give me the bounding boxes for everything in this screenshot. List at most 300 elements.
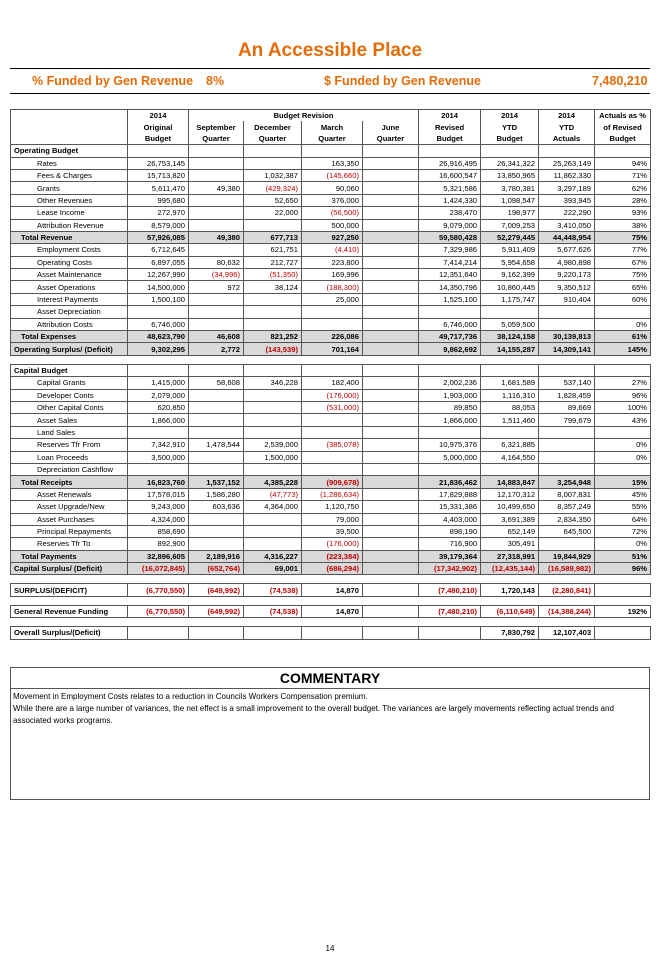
row-label: Other Revenues <box>11 194 128 206</box>
table-cell: 2,772 <box>189 343 244 355</box>
table-cell <box>189 426 244 438</box>
table-cell <box>595 364 651 376</box>
table-row <box>11 414 651 426</box>
table-cell: 182,400 <box>302 377 363 389</box>
row-label: Total Revenue <box>11 231 128 243</box>
header-cell: Budget <box>419 133 481 145</box>
table-cell: 6,746,000 <box>128 318 189 330</box>
table-row <box>11 538 651 550</box>
table-cell: 43% <box>595 414 651 426</box>
table-cell: 2,002,236 <box>419 377 481 389</box>
table-cell: 2,539,000 <box>244 439 302 451</box>
table-cell: 4,403,000 <box>419 513 481 525</box>
table-cell: 71% <box>595 169 651 181</box>
row-label: Asset Operations <box>11 281 128 293</box>
table-cell: 48,623,790 <box>128 331 189 343</box>
header-cell: Quarter <box>363 133 419 145</box>
table-cell: 79,000 <box>302 513 363 525</box>
table-cell <box>244 364 302 376</box>
table-cell <box>363 563 419 575</box>
row-label: Reserves Tfr To <box>11 538 128 550</box>
table-cell <box>128 364 189 376</box>
table-cell: 8,579,000 <box>128 219 189 231</box>
table-cell: 1,525,100 <box>419 293 481 305</box>
table-cell: (1,286,634) <box>302 488 363 500</box>
table-cell: 88,053 <box>481 401 539 413</box>
table-cell: 1,586,280 <box>189 488 244 500</box>
table-cell: 223,800 <box>302 256 363 268</box>
table-cell <box>189 194 244 206</box>
table-cell: 65% <box>595 281 651 293</box>
spacer-row <box>11 355 651 364</box>
table-cell <box>539 538 595 550</box>
header-cell: of Revised <box>595 121 651 132</box>
table-cell: 55% <box>595 501 651 513</box>
table-cell <box>539 451 595 463</box>
table-row <box>11 169 651 181</box>
table-cell: 16,823,760 <box>128 476 189 488</box>
table-cell: 226,086 <box>302 331 363 343</box>
table-cell: 5,059,500 <box>481 318 539 330</box>
table-cell: (385,078) <box>302 439 363 451</box>
table-cell: 27% <box>595 377 651 389</box>
table-cell: (223,384) <box>302 550 363 562</box>
table-cell <box>363 331 419 343</box>
table-cell: 376,000 <box>302 194 363 206</box>
table-row <box>11 207 651 219</box>
table-cell <box>363 451 419 463</box>
table-cell: 80,632 <box>189 256 244 268</box>
table-cell: 7,342,910 <box>128 439 189 451</box>
table-cell <box>481 364 539 376</box>
table-cell <box>363 389 419 401</box>
table-cell <box>595 584 651 596</box>
table-cell: 52,279,445 <box>481 231 539 243</box>
header-cell <box>11 133 128 145</box>
table-cell: 5,677,626 <box>539 244 595 256</box>
table-cell: 59,580,428 <box>419 231 481 243</box>
table-cell <box>302 463 363 475</box>
table-cell: 212,727 <box>244 256 302 268</box>
table-cell: 9,220,173 <box>539 269 595 281</box>
table-cell: 1,681,589 <box>481 377 539 389</box>
table-cell: 305,491 <box>481 538 539 550</box>
row-label: Capital Grants <box>11 377 128 389</box>
row-label: Reserves Tfr From <box>11 439 128 451</box>
table-cell <box>363 377 419 389</box>
row-label: Asset Purchases <box>11 513 128 525</box>
page-title: An Accessible Place <box>237 40 423 61</box>
table-cell: 10,975,376 <box>419 439 481 451</box>
table-cell: 9,862,692 <box>419 343 481 355</box>
table-cell: 3,297,189 <box>539 182 595 194</box>
table-cell: 93% <box>595 207 651 219</box>
table-cell: 1,032,387 <box>244 169 302 181</box>
section-heading: Operating Budget <box>11 145 128 157</box>
table-cell <box>189 157 244 169</box>
table-cell: 45% <box>595 488 651 500</box>
header-cell: 2014 <box>419 110 481 122</box>
table-cell <box>363 538 419 550</box>
table-cell <box>539 145 595 157</box>
table-cell <box>244 401 302 413</box>
row-label: Grants <box>11 182 128 194</box>
row-label: Total Receipts <box>11 476 128 488</box>
table-cell: 2,189,916 <box>189 550 244 562</box>
table-cell: 12,170,312 <box>481 488 539 500</box>
commentary-body <box>11 689 649 729</box>
table-cell: (14,388,244) <box>539 605 595 617</box>
row-label: Employment Costs <box>11 244 128 256</box>
table-cell: 94% <box>595 157 651 169</box>
table-cell: 995,680 <box>128 194 189 206</box>
table-cell: 4,980,898 <box>539 256 595 268</box>
row-label: Depreciation Cashflow <box>11 463 128 475</box>
table-cell: 15,713,820 <box>128 169 189 181</box>
table-cell <box>539 306 595 318</box>
table-cell <box>189 401 244 413</box>
table-cell: 22,000 <box>244 207 302 219</box>
table-cell <box>363 513 419 525</box>
row-label: Asset Upgrade/New <box>11 501 128 513</box>
table-cell <box>363 364 419 376</box>
table-cell: 346,228 <box>244 377 302 389</box>
table-cell: 799,679 <box>539 414 595 426</box>
table-cell: 4,316,227 <box>244 550 302 562</box>
table-cell: 716,900 <box>419 538 481 550</box>
table-cell: 38,124,158 <box>481 331 539 343</box>
header-budget-revision: Budget Revision <box>189 110 419 122</box>
table-cell: (145,660) <box>302 169 363 181</box>
table-row <box>11 244 651 256</box>
table-cell: 8,357,249 <box>539 501 595 513</box>
table-cell <box>363 169 419 181</box>
table-cell: 38,124 <box>244 281 302 293</box>
table-cell: 222,290 <box>539 207 595 219</box>
table-cell <box>302 627 363 639</box>
table-cell <box>363 550 419 562</box>
table-cell <box>363 182 419 194</box>
table-cell <box>244 463 302 475</box>
table-cell: 11,862,330 <box>539 169 595 181</box>
row-label: Operating Costs <box>11 256 128 268</box>
table-cell <box>363 207 419 219</box>
table-cell: 3,254,948 <box>539 476 595 488</box>
table-cell: 67% <box>595 256 651 268</box>
header-cell: 2014 <box>539 110 595 122</box>
table-row <box>11 219 651 231</box>
table-cell: (16,072,845) <box>128 563 189 575</box>
table-cell: 7,009,253 <box>481 219 539 231</box>
table-cell: 15,331,386 <box>419 501 481 513</box>
table-cell <box>128 145 189 157</box>
page-number: 14 <box>325 944 335 953</box>
table-cell: 163,350 <box>302 157 363 169</box>
table-cell: 17,829,888 <box>419 488 481 500</box>
table-cell <box>481 145 539 157</box>
table-cell <box>189 207 244 219</box>
header-cell: 2014 <box>128 110 189 122</box>
table-cell: 500,000 <box>302 219 363 231</box>
table-cell <box>419 145 481 157</box>
row-label: Asset Maintenance <box>11 269 128 281</box>
table-cell <box>244 389 302 401</box>
table-row <box>11 306 651 318</box>
table-cell: 15% <box>595 476 651 488</box>
table-row <box>11 488 651 500</box>
table-cell <box>189 169 244 181</box>
table-cell: 169,996 <box>302 269 363 281</box>
table-cell <box>363 476 419 488</box>
table-cell: 621,751 <box>244 244 302 256</box>
table-cell: (47,773) <box>244 488 302 500</box>
table-cell <box>244 627 302 639</box>
table-cell <box>363 281 419 293</box>
pct-funded-value: 8% <box>206 74 225 88</box>
table-cell: 1,828,459 <box>539 389 595 401</box>
table-cell: 1,478,544 <box>189 439 244 451</box>
table-cell: (34,996) <box>189 269 244 281</box>
table-cell: 1,903,000 <box>419 389 481 401</box>
table-cell <box>419 306 481 318</box>
row-label: Asset Renewals <box>11 488 128 500</box>
commentary-box <box>10 667 650 800</box>
table-cell <box>189 451 244 463</box>
table-cell: (7,480,210) <box>419 605 481 617</box>
table-cell: 77% <box>595 244 651 256</box>
table-cell: 58,608 <box>189 377 244 389</box>
table-cell: 7,414,214 <box>419 256 481 268</box>
commentary-title: COMMENTARY <box>11 668 649 689</box>
table-cell: (6,770,550) <box>128 584 189 596</box>
table-cell: 49,717,736 <box>419 331 481 343</box>
table-cell: (74,538) <box>244 584 302 596</box>
amt-funded-label: $ Funded by Gen Revenue <box>324 74 481 88</box>
row-label: Total Payments <box>11 550 128 562</box>
table-cell <box>419 463 481 475</box>
section-heading: Capital Budget <box>11 364 128 376</box>
table-row <box>11 343 651 355</box>
table-cell: 90,060 <box>302 182 363 194</box>
header-cell: Actuals <box>539 133 595 145</box>
funding-summary <box>10 70 650 92</box>
table-cell <box>302 364 363 376</box>
header-cell: Original <box>128 121 189 132</box>
header-cell: September <box>189 121 244 132</box>
table-cell: 192% <box>595 605 651 617</box>
row-label: Attribution Revenue <box>11 219 128 231</box>
table-cell: (909,678) <box>302 476 363 488</box>
header-cell: 2014 <box>481 110 539 122</box>
table-cell <box>128 627 189 639</box>
row-label: Loan Proceeds <box>11 451 128 463</box>
table-cell: 1,500,000 <box>244 451 302 463</box>
table-cell <box>419 426 481 438</box>
table-cell <box>189 219 244 231</box>
table-cell: 3,410,050 <box>539 219 595 231</box>
table-cell: 75% <box>595 231 651 243</box>
table-cell: 10,860,445 <box>481 281 539 293</box>
header-cell: Budget <box>481 133 539 145</box>
divider <box>10 93 650 94</box>
table-cell: 4,385,228 <box>244 476 302 488</box>
table-cell <box>595 426 651 438</box>
table-cell: 16,600,547 <box>419 169 481 181</box>
table-cell: 52,650 <box>244 194 302 206</box>
table-cell: 5,954,658 <box>481 256 539 268</box>
table-cell <box>244 513 302 525</box>
table-cell <box>363 343 419 355</box>
table-cell <box>363 145 419 157</box>
table-cell: 62% <box>595 182 651 194</box>
section-heading-row <box>11 364 651 376</box>
table-cell: 12,107,403 <box>539 627 595 639</box>
table-cell <box>244 145 302 157</box>
table-cell: 9,079,000 <box>419 219 481 231</box>
table-row <box>11 182 651 194</box>
row-label: Total Expenses <box>11 331 128 343</box>
table-cell: 6,897,055 <box>128 256 189 268</box>
table-cell: 892,900 <box>128 538 189 550</box>
table-cell: 537,140 <box>539 377 595 389</box>
table-cell: (12,435,144) <box>481 563 539 575</box>
table-cell <box>481 426 539 438</box>
table-cell: 3,500,000 <box>128 451 189 463</box>
table-cell <box>302 318 363 330</box>
table-cell <box>189 293 244 305</box>
table-cell <box>244 293 302 305</box>
table-cell: 0% <box>595 439 651 451</box>
table-cell: 9,302,295 <box>128 343 189 355</box>
table-row <box>11 476 651 488</box>
table-cell: 393,945 <box>539 194 595 206</box>
table-cell: 14,155,287 <box>481 343 539 355</box>
table-cell: 2,834,350 <box>539 513 595 525</box>
table-row <box>11 525 651 537</box>
table-cell: (2,280,841) <box>539 584 595 596</box>
table-cell <box>244 306 302 318</box>
table-cell: 1,866,000 <box>419 414 481 426</box>
table-row <box>11 318 651 330</box>
table-cell <box>539 439 595 451</box>
table-cell <box>363 157 419 169</box>
table-cell: 72% <box>595 525 651 537</box>
table-cell <box>244 157 302 169</box>
table-row <box>11 451 651 463</box>
table-row <box>11 331 651 343</box>
divider <box>10 68 650 69</box>
table-cell: 57,926,085 <box>128 231 189 243</box>
header-cell: June <box>363 121 419 132</box>
table-cell: 61% <box>595 331 651 343</box>
table-cell: 272,970 <box>128 207 189 219</box>
table-row <box>11 269 651 281</box>
table-cell <box>363 194 419 206</box>
table-cell: (17,342,902) <box>419 563 481 575</box>
table-cell <box>595 627 651 639</box>
table-cell: 10,499,650 <box>481 501 539 513</box>
table-cell: 32,896,605 <box>128 550 189 562</box>
table-cell <box>363 231 419 243</box>
table-cell: 51% <box>595 550 651 562</box>
header-cell: Quarter <box>244 133 302 145</box>
table-row <box>11 389 651 401</box>
table-cell <box>481 306 539 318</box>
table-cell <box>189 538 244 550</box>
table-cell: 38% <box>595 219 651 231</box>
table-row <box>11 157 651 169</box>
table-cell: 9,350,512 <box>539 281 595 293</box>
table-cell <box>363 501 419 513</box>
table-cell: 1,866,000 <box>128 414 189 426</box>
table-cell <box>244 426 302 438</box>
table-row <box>11 401 651 413</box>
table-cell: 25,263,149 <box>539 157 595 169</box>
table-row <box>11 377 651 389</box>
table-cell: 0% <box>595 318 651 330</box>
table-cell: 25,000 <box>302 293 363 305</box>
table-cell <box>244 538 302 550</box>
table-cell: 30,139,813 <box>539 331 595 343</box>
table-cell: 5,611,470 <box>128 182 189 194</box>
table-row <box>11 194 651 206</box>
table-cell: 14,500,000 <box>128 281 189 293</box>
row-label: Land Sales <box>11 426 128 438</box>
row-label: Lease Income <box>11 207 128 219</box>
table-cell: (176,000) <box>302 389 363 401</box>
table-cell <box>189 145 244 157</box>
table-cell <box>189 414 244 426</box>
table-cell: 9,243,000 <box>128 501 189 513</box>
table-cell: 3,780,381 <box>481 182 539 194</box>
table-cell: 26,916,495 <box>419 157 481 169</box>
table-cell <box>363 463 419 475</box>
table-cell <box>189 318 244 330</box>
row-label: Other Capital Conts <box>11 401 128 413</box>
table-row <box>11 563 651 575</box>
header-cell: Budget <box>128 133 189 145</box>
table-cell: 5,911,409 <box>481 244 539 256</box>
table-cell: 1,424,330 <box>419 194 481 206</box>
header-cell: Budget <box>595 133 651 145</box>
table-row <box>11 463 651 475</box>
table-cell <box>244 414 302 426</box>
table-cell <box>419 627 481 639</box>
table-cell: (649,992) <box>189 605 244 617</box>
table-cell: 14,870 <box>302 605 363 617</box>
table-cell: 858,690 <box>128 525 189 537</box>
table-cell: (6,110,649) <box>481 605 539 617</box>
table-cell: 49,380 <box>189 182 244 194</box>
table-cell: 910,404 <box>539 293 595 305</box>
table-cell: 821,252 <box>244 331 302 343</box>
table-cell: 12,267,990 <box>128 269 189 281</box>
table-cell <box>363 401 419 413</box>
table-cell: 1,500,100 <box>128 293 189 305</box>
table-cell <box>363 584 419 596</box>
row-label: Attribution Costs <box>11 318 128 330</box>
table-cell: 14,309,141 <box>539 343 595 355</box>
table-cell: 0% <box>595 538 651 550</box>
table-cell: 4,164,550 <box>481 451 539 463</box>
table-row <box>11 281 651 293</box>
table-cell: 14,870 <box>302 584 363 596</box>
table-row <box>11 426 651 438</box>
table-cell: 5,321,586 <box>419 182 481 194</box>
table-cell: 1,511,460 <box>481 414 539 426</box>
table-cell: 13,850,965 <box>481 169 539 181</box>
table-cell <box>539 364 595 376</box>
